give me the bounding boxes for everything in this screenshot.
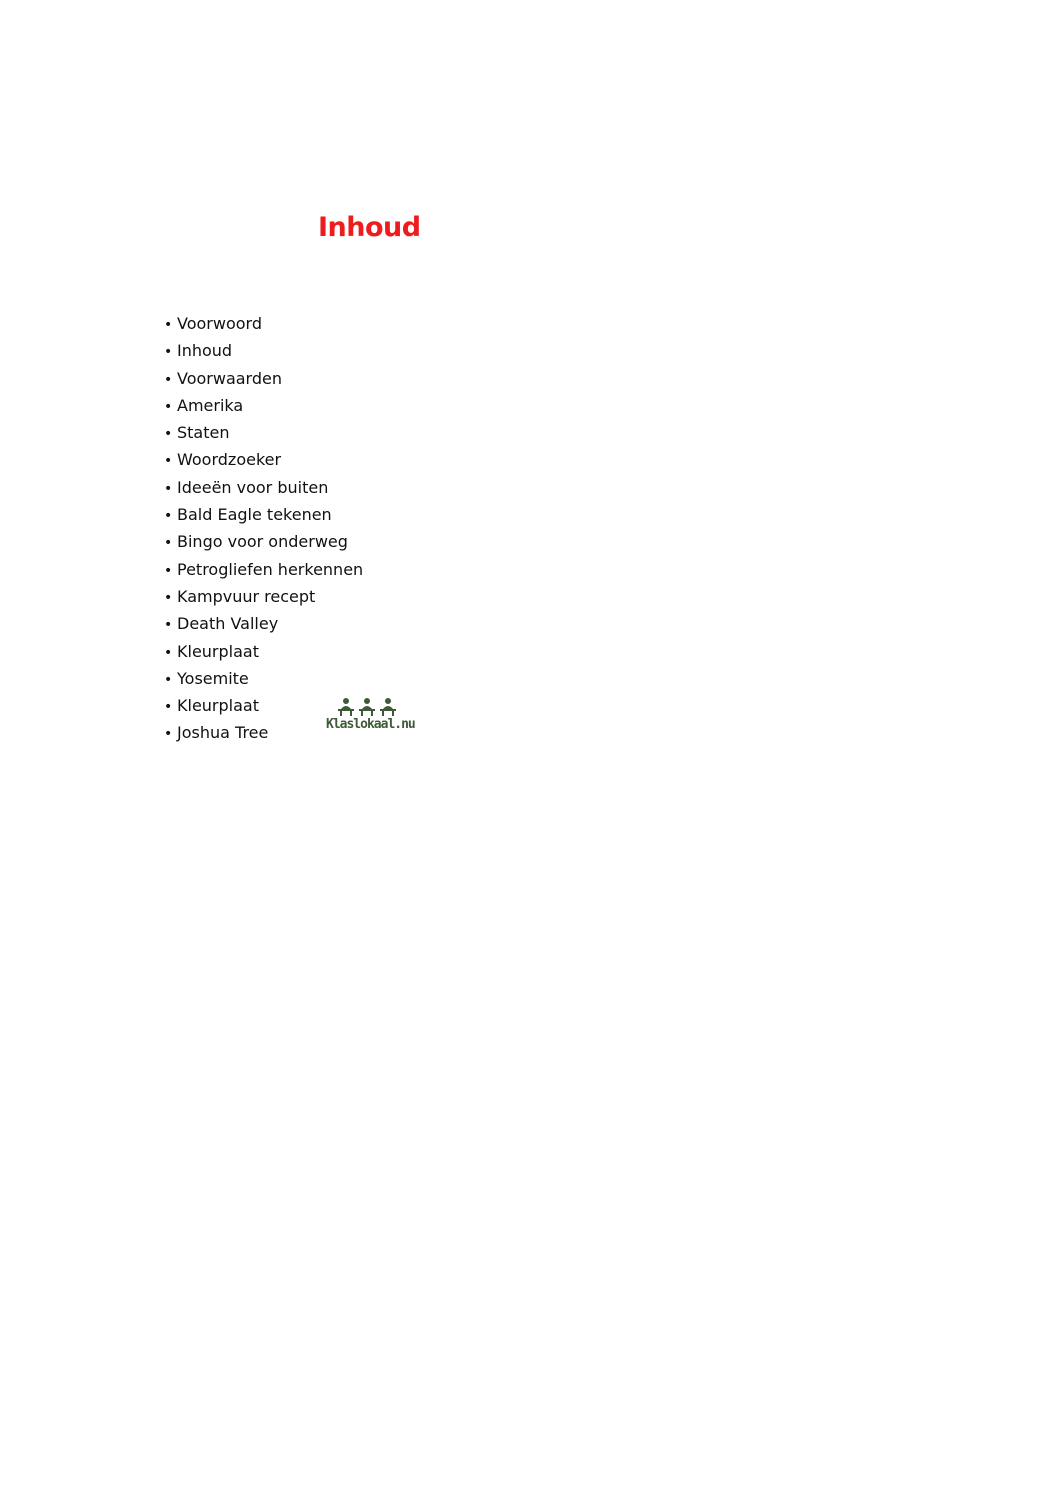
klaslokaal-logo — [324, 697, 415, 737]
list-item-label: Staten — [177, 423, 230, 443]
list-item — [164, 446, 363, 473]
bullet-icon: • — [164, 562, 173, 579]
bullet-icon: • — [164, 699, 173, 716]
list-item — [164, 665, 363, 692]
bullet-icon: • — [164, 508, 173, 525]
bullet-icon: • — [164, 617, 173, 634]
bullet-icon: • — [164, 535, 173, 552]
list-item — [164, 610, 363, 637]
list-item — [164, 583, 363, 610]
bullet-icon: • — [164, 398, 173, 415]
page-title: Inhoud — [318, 212, 421, 243]
list-item-label: Inhoud — [177, 341, 233, 361]
list-item-label: Voorwaarden — [177, 368, 282, 388]
list-item-label: Kleurplaat — [177, 696, 259, 716]
list-item-label: Kleurplaat — [177, 641, 259, 661]
bullet-icon: • — [164, 371, 173, 388]
list-item — [164, 528, 363, 555]
bullet-icon: • — [164, 589, 173, 606]
list-item — [164, 501, 363, 528]
bullet-icon: • — [164, 317, 173, 333]
three-people-at-desks-logo-icon — [332, 697, 402, 717]
bullet-icon: • — [164, 671, 173, 688]
list-item — [164, 419, 363, 446]
logo-text: Klaslokaal.nu — [326, 717, 415, 732]
bullet-icon: • — [164, 726, 173, 743]
list-item — [164, 337, 363, 364]
list-item-label: Amerika — [177, 395, 244, 415]
list-item-label: Kampvuur recept — [177, 586, 316, 606]
bullet-icon: • — [164, 480, 173, 497]
list-item-label: Bald Eagle tekenen — [177, 505, 332, 525]
list-item-label: Death Valley — [177, 614, 279, 634]
bullet-icon: • — [164, 453, 173, 470]
list-item-label: Woordzoeker — [177, 450, 282, 470]
list-item — [164, 556, 363, 583]
list-item-label: Yosemite — [177, 668, 249, 688]
list-item-label: Petrogliefen herkennen — [177, 559, 364, 579]
list-item-label: Ideeën voor buiten — [177, 477, 329, 497]
list-item-label: Joshua Tree — [177, 723, 269, 743]
list-item-label: Bingo voor onderweg — [177, 532, 348, 552]
list-item-label: Voorwoord — [177, 314, 262, 333]
list-item — [164, 638, 363, 665]
bullet-icon: • — [164, 344, 173, 361]
bullet-icon: • — [164, 426, 173, 443]
bullet-icon: • — [164, 644, 173, 661]
list-item — [164, 474, 363, 501]
list-item — [164, 392, 363, 419]
table-of-contents — [164, 310, 363, 747]
list-item — [164, 365, 363, 392]
list-item — [164, 310, 363, 337]
